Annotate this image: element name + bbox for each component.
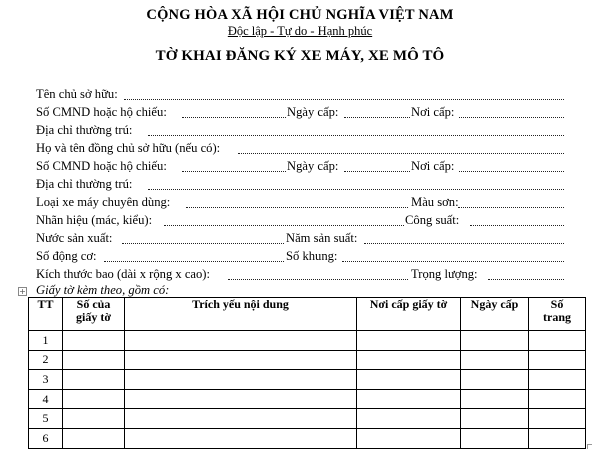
id-number-field[interactable] [182, 117, 286, 118]
vehicle-type-field[interactable] [186, 207, 408, 208]
doc-number-cell[interactable] [63, 331, 125, 351]
paint-color-label: Màu sơn: [411, 195, 459, 209]
co-owner-line [36, 140, 564, 156]
issue-place-field[interactable] [459, 117, 564, 118]
col-header-summary: Trích yếu nội dung [125, 298, 357, 331]
power-field[interactable] [470, 225, 564, 226]
co-issue-date-label: Ngày cấp: [287, 159, 339, 173]
table-row [29, 331, 586, 351]
origin-line [36, 230, 564, 246]
row-number: 6 [29, 428, 63, 448]
dimensions-line [36, 266, 564, 282]
power-label: Công suất: [405, 213, 460, 227]
address-field[interactable] [148, 135, 564, 136]
pages-cell[interactable] [529, 350, 586, 370]
col-header-pages-line1: Số [550, 297, 564, 311]
vehicle-type-line [36, 194, 564, 210]
col-header-doc-number-line2: giấy tờ [76, 310, 111, 324]
date-cell[interactable] [461, 389, 529, 409]
co-issue-place-field[interactable] [459, 171, 564, 172]
form-title: TỜ KHAI ĐĂNG KÝ XE MÁY, XE MÔ TÔ [155, 48, 445, 64]
row-number: 5 [29, 409, 63, 429]
pages-cell[interactable] [529, 331, 586, 351]
table-header-row [29, 298, 586, 331]
weight-label: Trọng lượng: [411, 267, 478, 281]
attachments-label: Giấy tờ kèm theo, gồm có: [36, 283, 170, 297]
table-resize-handle[interactable] [587, 444, 592, 449]
date-cell[interactable] [461, 350, 529, 370]
pages-cell[interactable] [529, 409, 586, 429]
doc-number-cell[interactable] [63, 370, 125, 390]
table-row [29, 428, 586, 448]
address-line [36, 122, 564, 138]
attachments-table [28, 297, 586, 449]
co-address-label: Địa chỉ thường trú: [36, 177, 133, 191]
pages-cell[interactable] [529, 370, 586, 390]
summary-cell[interactable] [125, 350, 357, 370]
doc-number-cell[interactable] [63, 350, 125, 370]
national-motto [0, 24, 600, 39]
brand-label: Nhãn hiệu (mác, kiểu): [36, 213, 153, 227]
doc-number-cell[interactable] [63, 428, 125, 448]
row-number: 3 [29, 370, 63, 390]
pages-cell[interactable] [529, 389, 586, 409]
origin-country-label: Nước sản xuất: [36, 231, 113, 245]
co-owner-label: Họ và tên đồng chủ sở hữu (nếu có): [36, 141, 221, 155]
issuer-cell[interactable] [357, 409, 461, 429]
date-cell[interactable] [461, 370, 529, 390]
table-row [29, 370, 586, 390]
owner-name-line [36, 86, 564, 102]
col-header-date: Ngày cấp [461, 298, 529, 331]
engine-number-label: Số động cơ: [36, 249, 97, 263]
col-header-no: TT [29, 298, 63, 331]
issuer-cell[interactable] [357, 350, 461, 370]
co-id-number-line [36, 158, 564, 174]
issuer-cell[interactable] [357, 331, 461, 351]
chassis-number-field[interactable] [342, 261, 564, 262]
doc-number-cell[interactable] [63, 409, 125, 429]
origin-country-field[interactable] [122, 243, 284, 244]
table-row [29, 389, 586, 409]
summary-cell[interactable] [125, 428, 357, 448]
date-cell[interactable] [461, 331, 529, 351]
date-cell[interactable] [461, 409, 529, 429]
issue-date-field[interactable] [344, 117, 410, 118]
col-header-pages [529, 298, 586, 331]
engine-number-field[interactable] [104, 261, 284, 262]
brand-field[interactable] [164, 225, 404, 226]
brand-line [36, 212, 564, 228]
col-header-issuer: Nơi cấp giấy tờ [357, 298, 461, 331]
summary-cell[interactable] [125, 331, 357, 351]
issuer-cell[interactable] [357, 389, 461, 409]
row-number: 1 [29, 331, 63, 351]
id-number-line [36, 104, 564, 120]
issue-place-label: Nơi cấp: [411, 105, 455, 119]
summary-cell[interactable] [125, 389, 357, 409]
co-issue-place-label: Nơi cấp: [411, 159, 455, 173]
vehicle-type-label: Loại xe máy chuyên dùng: [36, 195, 171, 209]
owner-name-label: Tên chủ sở hữu: [36, 87, 118, 101]
country-name: CỘNG HÒA XÃ HỘI CHỦ NGHĨA VIỆT NAM [146, 7, 454, 23]
dimensions-label: Kích thước bao (dài x rộng x cao): [36, 267, 211, 281]
co-issue-date-field[interactable] [344, 171, 410, 172]
issue-date-label: Ngày cấp: [287, 105, 339, 119]
row-number: 4 [29, 389, 63, 409]
co-id-number-label: Số CMND hoặc hộ chiếu: [36, 159, 167, 173]
issuer-cell[interactable] [357, 370, 461, 390]
owner-name-field[interactable] [124, 99, 564, 100]
summary-cell[interactable] [125, 370, 357, 390]
table-row [29, 350, 586, 370]
manufacture-year-field[interactable] [364, 243, 564, 244]
address-label: Địa chỉ thường trú: [36, 123, 133, 137]
table-row [29, 409, 586, 429]
paint-color-field[interactable] [458, 207, 564, 208]
date-cell[interactable] [461, 428, 529, 448]
id-number-label: Số CMND hoặc hộ chiếu: [36, 105, 167, 119]
summary-cell[interactable] [125, 409, 357, 429]
col-header-pages-line2: trang [543, 310, 571, 324]
weight-field[interactable] [488, 279, 564, 280]
engine-line [36, 248, 564, 264]
row-number: 2 [29, 350, 63, 370]
co-address-line [36, 176, 564, 192]
motto-text: Độc lập - Tự do - Hạnh phúc [227, 24, 373, 38]
dimensions-field[interactable] [228, 279, 408, 280]
col-header-doc-number-line1: Số của [76, 297, 111, 311]
pages-cell[interactable] [529, 428, 586, 448]
co-id-number-field[interactable] [182, 171, 286, 172]
doc-number-cell[interactable] [63, 389, 125, 409]
chassis-number-label: Số khung: [286, 249, 338, 263]
col-header-doc-number [63, 298, 125, 331]
co-address-field[interactable] [148, 189, 564, 190]
manufacture-year-label: Năm sản suất: [286, 231, 358, 245]
table-move-handle-icon[interactable]: + [19, 287, 26, 296]
co-owner-field[interactable] [238, 153, 564, 154]
issuer-cell[interactable] [357, 428, 461, 448]
